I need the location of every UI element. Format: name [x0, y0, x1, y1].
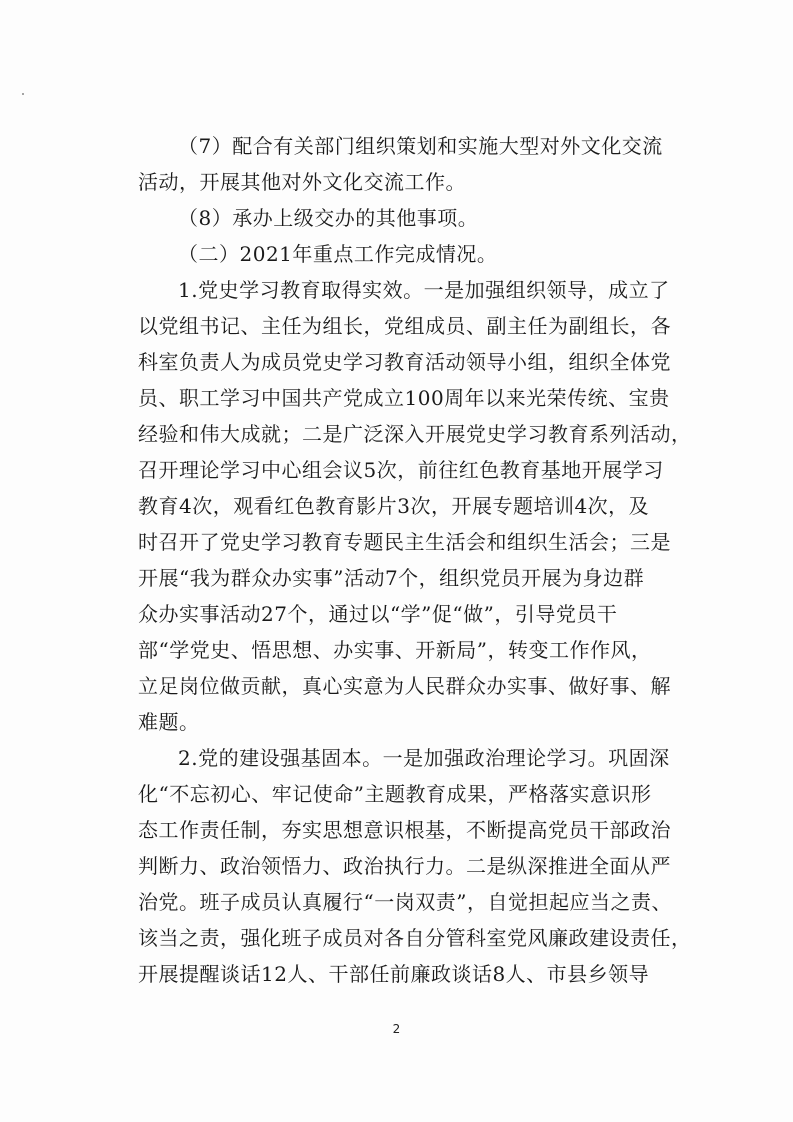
text-line: 判断力、政治领悟力、政治执行力。二是纵深推进全面从严 [138, 854, 671, 878]
text-line: 活动，开展其他对外文化交流工作。 [138, 170, 466, 194]
text-line: 科室负责人为成员党史学习教育活动领导小组，组织全体党 [138, 350, 671, 374]
text-line: 员、职工学习中国共产党成立100周年以来光荣传统、宝贵 [138, 386, 670, 410]
text-line: 时召开了党史学习教育专题民主生活会和组织生活会；三是 [138, 530, 671, 554]
text-line: 开展“我为群众办实事”活动7个，组织党员开展为身边群 [138, 566, 645, 590]
scan-speck [22, 93, 24, 95]
text-line: 召开理论学习中心组会议5次，前往红色教育基地开展学习 [138, 458, 664, 482]
section-heading: （二）2021年重点工作完成情况。 [178, 242, 498, 266]
text-line: 立足岗位做贡献，真心实意为人民群众办实事、做好事、解 [138, 674, 671, 698]
text-line: 部“学党史、悟思想、办实事、开新局”，转变工作作风， [138, 638, 652, 662]
text-line: 化“不忘初心、牢记使命”主题教育成果，严格落实意识形 [138, 782, 652, 806]
text-line: 该当之责，强化班子成员对各自分管科室党风廉政建设责任， [138, 926, 692, 950]
page-number: 2 [392, 1022, 401, 1036]
text-line: （7）配合有关部门组织策划和实施大型对外文化交流 [178, 134, 663, 158]
text-line: 2.党的建设强基固本。一是加强政治理论学习。巩固深 [178, 746, 670, 770]
text-line: 1.党史学习教育取得实效。一是加强组织领导，成立了 [178, 278, 670, 302]
text-line: 以党组书记、主任为组长，党组成员、副主任为副组长，各 [138, 314, 671, 338]
text-line: 众办实事活动27个，通过以“学”促“做”，引导党员干 [138, 602, 618, 626]
text-line: 教育4次，观看红色教育影片3次，开展专题培训4次，及 [138, 494, 650, 518]
text-line: 态工作责任制，夯实思想意识根基，不断提高党员干部政治 [138, 818, 671, 842]
text-line: 治党。班子成员认真履行“一岗双责”，自觉担起应当之责、 [138, 890, 672, 914]
text-line: 开展提醒谈话12人、干部任前廉政谈话8人、市县乡领导 [138, 962, 650, 986]
text-line: （8）承办上级交办的其他事项。 [178, 206, 479, 230]
body-text [138, 128, 692, 992]
text-line: 经验和伟大成就；二是广泛深入开展党史学习教育系列活动， [138, 422, 692, 446]
text-line: 难题。 [138, 710, 200, 734]
